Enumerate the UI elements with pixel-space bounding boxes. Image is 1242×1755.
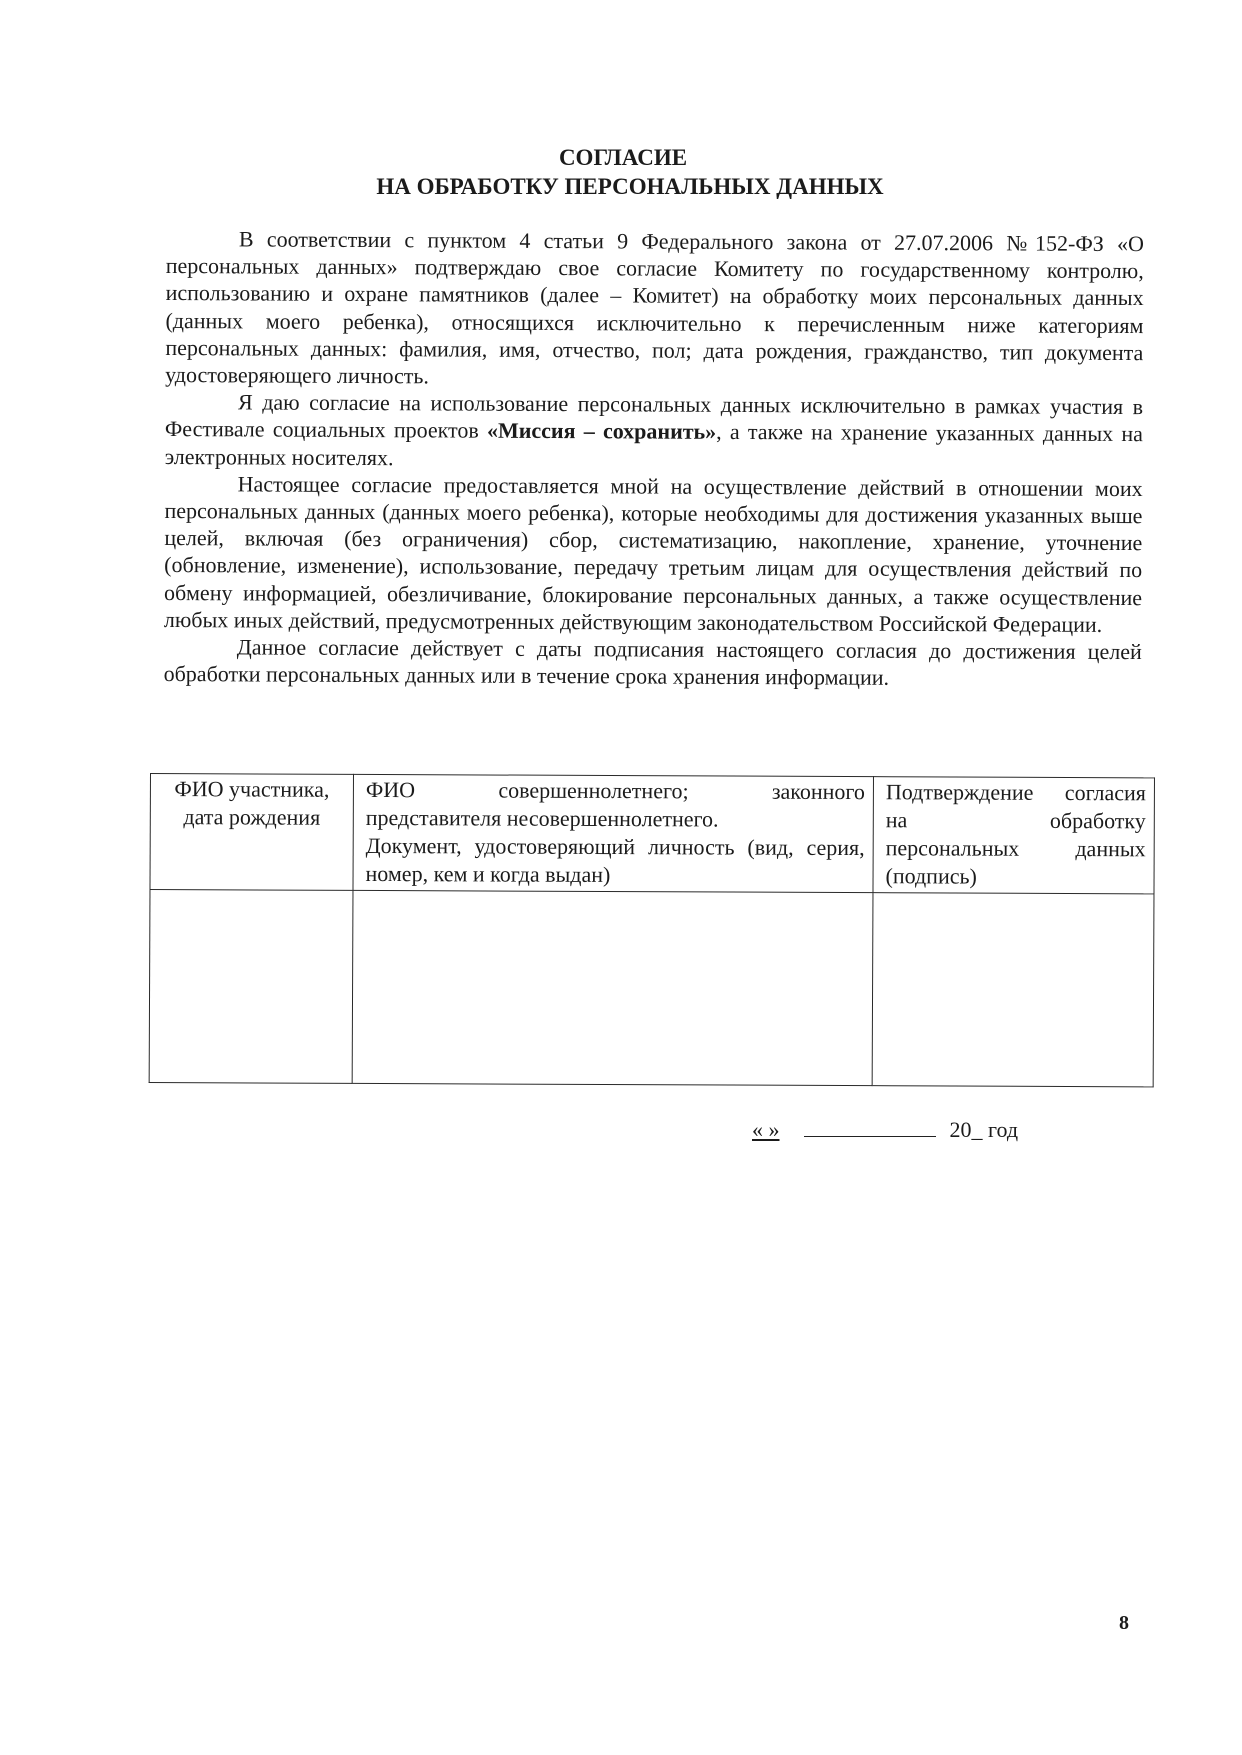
consent-body bbox=[164, 225, 1144, 693]
signature-input-cell[interactable] bbox=[872, 893, 1154, 1087]
document-subtitle: НА ОБРАБОТКУ ПЕРСОНАЛЬНЫХ ДАННЫХ bbox=[376, 174, 884, 199]
paragraph-actions: Настоящее согласие предоставляется мной на осуществление действий в отношении моих персональных данных (данных моего ребенка), которые необходимы для достижения указанных выше целей, включая (без ограничения) сбор, систематизацию, накопление, хранение, уточнение (обновление, изменение), использование, передачу третьим лицам для осуществления действий по обмену информацией, обезличивание, блокирование персональных данных, а также осуществление любых иных действий, предусмотренных действующим законодательством Российской Федерации. bbox=[163, 471, 1143, 637]
header-representative-line bbox=[366, 776, 865, 806]
header-signature-label: Подтверждение согласия на обработку персональных данных (подпись) bbox=[885, 779, 1146, 889]
document-title: СОГЛАСИЕ bbox=[558, 145, 688, 170]
header-document-label: Документ, удостоверяющий личность (вид, серия, номер, кем и когда выдан) bbox=[365, 832, 865, 888]
header-signature-cell bbox=[873, 777, 1155, 894]
date-month-field[interactable] bbox=[804, 1118, 936, 1137]
date-line bbox=[752, 1117, 1018, 1143]
date-year-prefix: 20 bbox=[949, 1117, 972, 1142]
header-word-fio: ФИО bbox=[365, 776, 416, 803]
purpose-text-end: , а также на хранение указанных данных на электронных носителях. bbox=[164, 419, 1143, 470]
purpose-text-start: Я даю согласие на использование персональных данных исключительно в рамках участия в Фестивале социальных проектов bbox=[164, 389, 1144, 444]
participant-input-cell[interactable] bbox=[149, 890, 353, 1084]
header-representative-label bbox=[354, 775, 873, 890]
header-participant-label: ФИО участника, дата рождения bbox=[174, 776, 330, 830]
page-number: 8 bbox=[1119, 1612, 1129, 1634]
paragraph-purpose bbox=[165, 388, 1143, 475]
paragraph-validity: Данное согласие действует с даты подписания настоящего согласия до достижения целей обработки персональных данных или в течение срока хранения информации. bbox=[163, 634, 1142, 691]
header-representative-cell bbox=[353, 774, 874, 892]
paragraph-legal-basis: В соответствии с пунктом 4 статьи 9 Федерального закона от 27.07.2006 №152-ФЗ «О персональных данных» подтверждаю свое согласие Комитету по государственному контролю, использованию и охране памятников (далее – Комитет) на обработку моих персональных данных (данных моего ребенка), относящихся исключительно к перечисленным ниже категориям персональных данных: фамилия, имя, отчество, пол; дата рождения, гражданство, тип документа удостоверяющего личность. bbox=[165, 226, 1144, 389]
festival-name: «Миссия – сохранить» bbox=[486, 418, 717, 445]
table-header-row bbox=[150, 774, 1154, 894]
table-row bbox=[149, 890, 1154, 1087]
date-year-word: год bbox=[988, 1117, 1019, 1142]
date-year-field[interactable]: _ bbox=[971, 1117, 983, 1142]
date-day-field[interactable]: « » bbox=[752, 1117, 780, 1142]
header-participant-cell bbox=[150, 774, 354, 891]
representative-input-cell[interactable] bbox=[352, 890, 873, 1085]
header-representative-rest: представителя несовершеннолетнего. bbox=[365, 804, 719, 832]
header-word-legal: законного bbox=[771, 778, 865, 805]
consent-table bbox=[149, 773, 1155, 1087]
header-word-adult: совершеннолетнего; bbox=[498, 777, 689, 804]
